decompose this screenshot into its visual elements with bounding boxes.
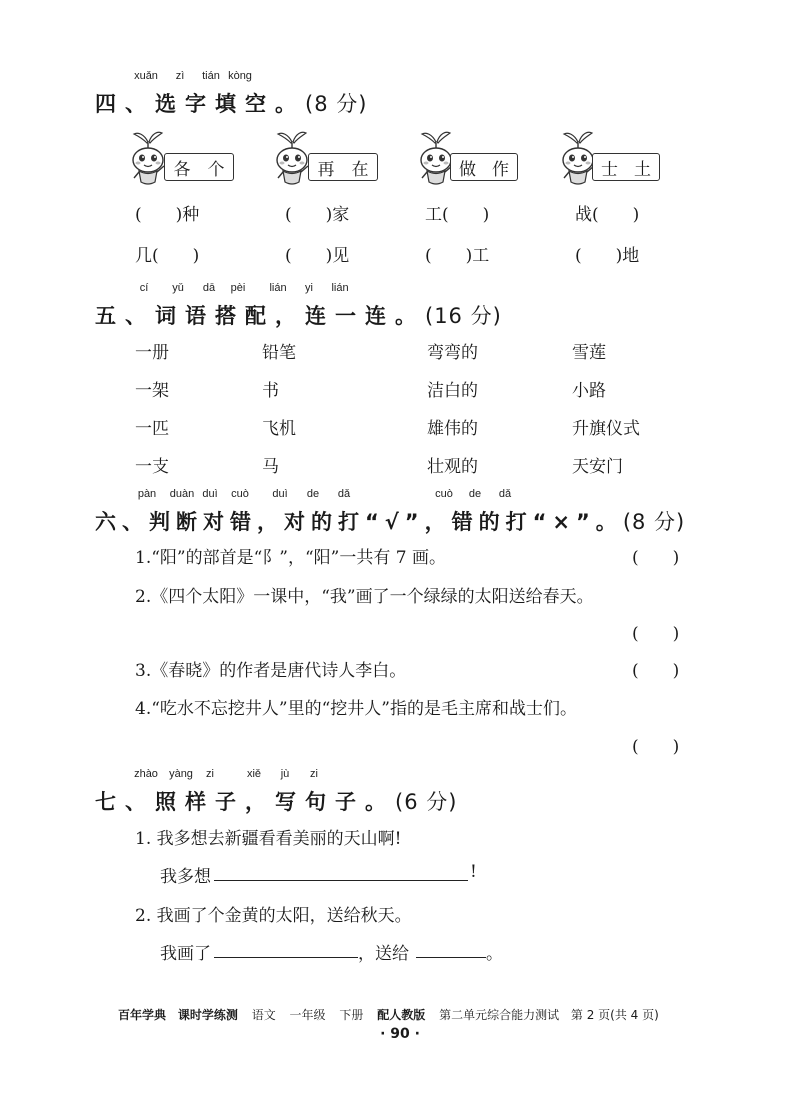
match-word[interactable]: 弯弯的 bbox=[427, 343, 478, 363]
pinyin: xuǎn bbox=[134, 70, 158, 82]
example-sentence: 2. 我画了个金黄的太阳，送给秋天。 bbox=[135, 906, 412, 926]
fill-blank-item[interactable]: ( )见 bbox=[285, 246, 350, 266]
pinyin: dǎ bbox=[498, 488, 512, 500]
choice-char: 土 bbox=[634, 159, 651, 180]
pinyin: lián bbox=[269, 282, 287, 294]
sentence-end: ! bbox=[470, 862, 477, 882]
fill-blank-item[interactable]: 几( ) bbox=[135, 246, 200, 266]
sprout-mascot-icon bbox=[272, 128, 312, 188]
footer-edition: 配人教版 bbox=[377, 1008, 426, 1022]
match-word[interactable]: 小路 bbox=[572, 381, 606, 401]
judge-item: 4.“吃水不忘挖井人”里的“挖井人”指的是毛主席和战士们。 bbox=[135, 699, 577, 719]
footer-test: 第二单元综合能力测试 bbox=[439, 1008, 560, 1022]
match-word[interactable]: 一册 bbox=[135, 343, 169, 363]
pinyin: tián bbox=[202, 70, 220, 82]
fill-blank-item[interactable]: ( )种 bbox=[135, 205, 200, 225]
pinyin: xiě bbox=[246, 768, 262, 780]
pinyin: zi bbox=[310, 768, 318, 780]
fill-blank-item[interactable]: ( )地 bbox=[575, 246, 640, 266]
page-number: · 90 · bbox=[380, 1026, 420, 1042]
sentence-start: 我多想 bbox=[160, 867, 211, 887]
example-sentence: 1. 我多想去新疆看看美丽的天山啊! bbox=[135, 829, 402, 849]
footer-brand: 百年学典 bbox=[118, 1008, 167, 1022]
choice-char: 个 bbox=[207, 159, 225, 180]
match-word[interactable]: 书 bbox=[262, 381, 279, 401]
footer-subject: 语文 bbox=[251, 1008, 276, 1022]
choice-char: 各 bbox=[173, 159, 191, 180]
pinyin: dǎ bbox=[337, 488, 351, 500]
pinyin: dā bbox=[202, 282, 216, 294]
pinyin: duàn bbox=[169, 488, 195, 500]
match-word[interactable]: 天安门 bbox=[572, 457, 623, 477]
footer-volume: 下册 bbox=[339, 1008, 364, 1022]
sentence-start: 我画了 bbox=[160, 944, 211, 964]
section-7-title: 七、照样子，写句子。(6 分) bbox=[95, 790, 458, 814]
choice-char: 在 bbox=[351, 159, 369, 180]
pinyin: cí bbox=[139, 282, 149, 294]
match-word[interactable]: 一架 bbox=[135, 381, 169, 401]
pinyin: zì bbox=[175, 70, 185, 82]
footer-grade: 一年级 bbox=[289, 1008, 326, 1022]
judge-item: 1.“阳”的部首是“阝”，“阳”一共有 7 画。 bbox=[135, 548, 446, 568]
match-word[interactable]: 雄伟的 bbox=[427, 419, 478, 439]
section-4-title: 四、选字填空。(8 分) bbox=[95, 92, 368, 116]
char-choice-box bbox=[164, 153, 234, 181]
answer-paren[interactable]: ( ) bbox=[632, 737, 680, 757]
pinyin: de bbox=[306, 488, 320, 500]
section-5-title: 五、词语搭配，连一连。(16 分) bbox=[95, 304, 502, 328]
char-choice-box bbox=[308, 153, 378, 181]
sentence-mid: ，送给 bbox=[358, 944, 409, 964]
pinyin: duì bbox=[202, 488, 218, 500]
fill-blank-item[interactable]: ( )家 bbox=[285, 205, 350, 225]
match-word[interactable]: 马 bbox=[262, 457, 279, 477]
char-choice-box bbox=[592, 153, 660, 181]
pinyin: yi bbox=[305, 282, 313, 294]
pinyin: zhào bbox=[134, 768, 158, 780]
pinyin: jù bbox=[280, 768, 290, 780]
char-choice-box bbox=[450, 153, 518, 181]
match-word[interactable]: 铅笔 bbox=[262, 343, 296, 363]
match-word[interactable]: 洁白的 bbox=[427, 381, 478, 401]
section-6-title: 六、判断对错，对的打“√”，错的打“×”。(8 分) bbox=[95, 510, 686, 534]
answer-paren[interactable]: ( ) bbox=[632, 548, 680, 568]
pinyin: duì bbox=[272, 488, 288, 500]
judge-item: 3.《春晓》的作者是唐代诗人李白。 bbox=[135, 661, 407, 681]
fill-blank-item[interactable]: ( )工 bbox=[425, 246, 490, 266]
sprout-mascot-icon bbox=[128, 128, 168, 188]
answer-paren[interactable]: ( ) bbox=[632, 624, 680, 644]
fill-blank-item[interactable]: 工( ) bbox=[425, 205, 490, 225]
fill-blank-item[interactable]: 战( ) bbox=[575, 205, 640, 225]
answer-line[interactable] bbox=[416, 957, 486, 958]
pinyin: pèi bbox=[230, 282, 246, 294]
pinyin: pàn bbox=[137, 488, 157, 500]
match-word[interactable]: 升旗仪式 bbox=[572, 419, 640, 439]
match-word[interactable]: 一匹 bbox=[135, 419, 169, 439]
answer-line[interactable] bbox=[214, 880, 468, 881]
match-word[interactable]: 一支 bbox=[135, 457, 169, 477]
match-word[interactable]: 飞机 bbox=[262, 419, 296, 439]
choice-char: 做 bbox=[459, 159, 476, 180]
choice-char: 作 bbox=[492, 159, 509, 180]
choice-char: 再 bbox=[317, 159, 335, 180]
pinyin: de bbox=[468, 488, 482, 500]
sentence-end: 。 bbox=[486, 944, 503, 964]
footer-series: 课时学练测 bbox=[177, 1008, 238, 1022]
pinyin: lián bbox=[331, 282, 349, 294]
pinyin: yǔ bbox=[172, 282, 184, 294]
pinyin: kòng bbox=[228, 70, 252, 82]
pinyin: yàng bbox=[169, 768, 193, 780]
pinyin: zi bbox=[206, 768, 214, 780]
pinyin: cuò bbox=[435, 488, 453, 500]
pinyin: cuò bbox=[231, 488, 249, 500]
judge-item: 2.《四个太阳》一课中，“我”画了一个绿绿的太阳送给春天。 bbox=[135, 587, 594, 607]
answer-paren[interactable]: ( ) bbox=[632, 661, 680, 681]
footer-page-info: 第 2 页(共 4 页) bbox=[570, 1008, 659, 1022]
match-word[interactable]: 雪莲 bbox=[572, 343, 606, 363]
match-word[interactable]: 壮观的 bbox=[427, 457, 478, 477]
choice-char: 士 bbox=[601, 159, 618, 180]
footer bbox=[118, 1006, 659, 1023]
answer-line[interactable] bbox=[214, 957, 358, 958]
